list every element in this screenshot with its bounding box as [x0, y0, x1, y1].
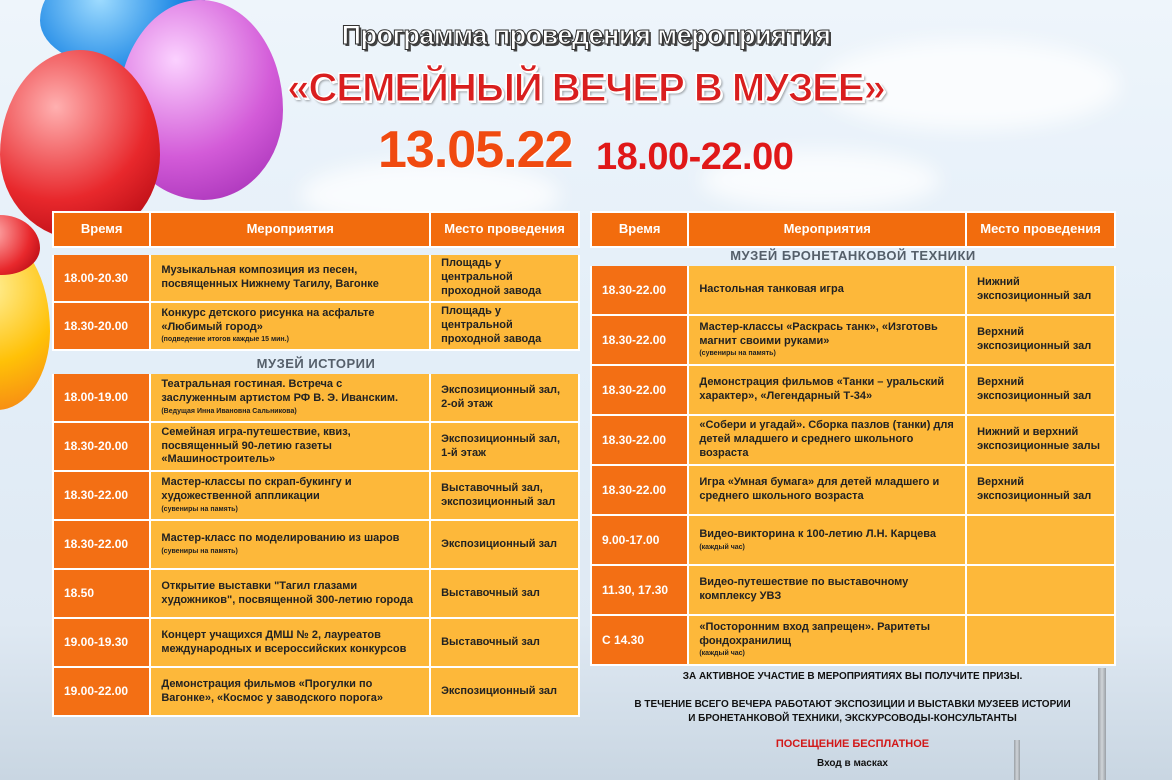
- row-place: Площадь у центральной проходной завода: [431, 255, 578, 301]
- table-header: [52, 211, 580, 248]
- row-event: [689, 516, 967, 564]
- section-museum-history: МУЗЕЙ ИСТОРИИ: [256, 356, 376, 371]
- table-row: [52, 255, 580, 303]
- row-time: 18.50: [54, 570, 151, 617]
- row-time: С 14.30: [592, 616, 689, 664]
- row-place: Верхний экспозиционный зал: [967, 316, 1114, 364]
- row-event-text: Видео-викторина к 100-летию Л.Н. Карцева: [699, 527, 936, 540]
- row-event-text: Видео-путешествие по выставочному комплексу УВЗ: [699, 576, 909, 602]
- row-event-text: Игра «Умная бумага» для детей младшего и среднего школьного возраста: [699, 476, 940, 502]
- table-row: [52, 472, 580, 521]
- row-place: Выставочный зал, экспозиционный зал: [431, 472, 578, 519]
- column-header-time: Время: [54, 213, 151, 246]
- row-time: 18.30-22.00: [592, 266, 689, 314]
- row-place: Экспозиционный зал: [431, 668, 578, 715]
- row-event-text: Мастер-классы «Раскрась танк», «Изготовь магнит своими руками»: [699, 320, 938, 347]
- row-event-note: (каждый час): [699, 650, 745, 658]
- row-time: 11.30, 17.30: [592, 566, 689, 614]
- row-event-text: Мастер-класс по моделированию из шаров: [161, 532, 400, 545]
- info-note-line2: И БРОНЕТАНКОВОЙ ТЕХНИКИ, ЭКСКУРСОВОДЫ-КОНСУЛЬТАНТЫ: [688, 713, 1017, 724]
- row-event-note: (подведение итогов каждые 15 мин.): [161, 336, 289, 344]
- row-time: 18.30-22.00: [54, 521, 151, 568]
- table-row: [52, 570, 580, 619]
- table-row: [590, 266, 1116, 316]
- table-row: [590, 466, 1116, 516]
- row-time: 18.30-20.00: [54, 423, 151, 470]
- column-header-event: Мероприятия: [689, 213, 967, 246]
- row-place: Площадь у центральной проходной завода: [431, 303, 578, 349]
- table-row: [52, 668, 580, 717]
- table-row: [590, 316, 1116, 366]
- row-event-note: (сувениры на память): [161, 505, 238, 513]
- row-place: Выставочный зал: [431, 619, 578, 666]
- row-event-text: Открытие выставки "Тагил глазами художников", посвященной 300-летию города: [161, 579, 413, 606]
- table-row: [52, 374, 580, 423]
- row-event-text: Мастер-классы по скрап-букингу и художественной аппликации: [161, 476, 352, 503]
- row-event: [689, 416, 967, 464]
- row-event-text: Музыкальная композиция из песен, посвященных Нижнему Тагилу, Вагонке: [161, 264, 379, 290]
- table-row: [590, 566, 1116, 616]
- row-event: [151, 668, 431, 715]
- table-row: [590, 616, 1116, 666]
- row-time: 18.30-22.00: [54, 472, 151, 519]
- row-time: 18.30-22.00: [592, 466, 689, 514]
- row-event: [151, 619, 431, 666]
- row-time: 18.30-22.00: [592, 366, 689, 414]
- row-time: 18.00-19.00: [54, 374, 151, 421]
- row-event: [689, 366, 967, 414]
- row-event-note: (Ведущая Инна Ивановна Сальникова): [161, 407, 297, 415]
- row-time: 18.30-22.00: [592, 316, 689, 364]
- row-event-text: Конкурс детского рисунка на асфальте «Любимый город»: [161, 306, 375, 333]
- row-place: Экспозиционный зал: [431, 521, 578, 568]
- row-place: Экспозиционный зал, 1-й этаж: [431, 423, 578, 470]
- column-header-place: Место проведения: [431, 213, 578, 246]
- row-event-text: Демонстрация фильмов «Прогулки по Вагонке», «Космос у заводского порога»: [161, 677, 383, 704]
- row-time: 18.30-20.00: [54, 303, 151, 349]
- row-event-text: Концерт учащихся ДМШ № 2, лауреатов международных и всероссийских конкурсов: [161, 628, 407, 655]
- row-event-note: (сувениры на память): [161, 548, 238, 555]
- column-header-time: Время: [592, 213, 689, 246]
- row-event-text: Демонстрация фильмов «Танки – уральский характер», «Легендарный Т-34»: [699, 376, 945, 402]
- row-event: [151, 303, 431, 349]
- row-event: [689, 266, 967, 314]
- row-place: Нижний экспозиционный зал: [967, 266, 1114, 314]
- row-time: 19.00-19.30: [54, 619, 151, 666]
- row-event: [151, 472, 431, 519]
- table-row: [590, 366, 1116, 416]
- free-entry-note: ПОСЕЩЕНИЕ БЕСПЛАТНОЕ: [775, 738, 930, 750]
- row-event: [151, 374, 431, 421]
- row-event-text: Настольная танковая игра: [699, 283, 844, 296]
- row-place: Верхний экспозиционный зал: [967, 466, 1114, 514]
- masks-note: Вход в масках: [817, 758, 888, 769]
- table-row: [52, 619, 580, 668]
- row-place: Нижний и верхний экспозиционные залы: [967, 416, 1114, 464]
- event-date: 13.05.22: [378, 121, 573, 179]
- row-place: [967, 516, 1114, 564]
- row-event-text: Семейная игра-путешествие, квиз, посвященный 90-летию газеты «Машиностроитель»: [161, 425, 351, 466]
- table-row: [590, 416, 1116, 466]
- row-place: Экспозиционный зал, 2-ой этаж: [431, 374, 578, 421]
- program-title: Программа проведения мероприятия: [341, 20, 831, 50]
- event-title: «СЕМЕЙНЫЙ ВЕЧЕР В МУЗЕЕ»: [287, 66, 885, 110]
- row-event-text: «Собери и угадай». Сборка пазлов (танки) для детей младшего и среднего школьного возраста: [699, 419, 954, 459]
- row-time: 19.00-22.00: [54, 668, 151, 715]
- row-place: [967, 566, 1114, 614]
- row-place: [967, 616, 1114, 664]
- prizes-note: ЗА АКТИВНОЕ УЧАСТИЕ В МЕРОПРИЯТИЯХ ВЫ ПОЛУЧИТЕ ПРИЗЫ.: [682, 671, 1023, 682]
- row-time: 9.00-17.00: [592, 516, 689, 564]
- table-row: [52, 303, 580, 351]
- row-event: [689, 316, 967, 364]
- row-event: [151, 255, 431, 301]
- row-place: Верхний экспозиционный зал: [967, 366, 1114, 414]
- row-event: [151, 423, 431, 470]
- table-row: [52, 423, 580, 472]
- row-event: [689, 616, 967, 664]
- table-row: [590, 516, 1116, 566]
- row-event-text: «Посторонним вход запрещен». Раритеты фондохранилищ: [699, 620, 931, 647]
- row-time: 18.30-22.00: [592, 416, 689, 464]
- section-tank-museum: МУЗЕЙ БРОНЕТАНКОВОЙ ТЕХНИКИ: [730, 248, 976, 263]
- row-event-note: (сувениры на память): [699, 350, 776, 358]
- column-header-place: Место проведения: [967, 213, 1114, 246]
- row-event: [151, 570, 431, 617]
- event-time: 18.00-22.00: [596, 136, 794, 178]
- row-event: [689, 566, 967, 614]
- row-time: 18.00-20.30: [54, 255, 151, 301]
- info-note-line1: В ТЕЧЕНИЕ ВСЕГО ВЕЧЕРА РАБОТАЮТ ЭКСПОЗИЦИИ И ВЫСТАВКИ МУЗЕЕВ ИСТОРИИ: [634, 699, 1071, 710]
- row-place: Выставочный зал: [431, 570, 578, 617]
- table-row: [52, 521, 580, 570]
- row-event-text: Театральная гостиная. Встреча с заслуженным артистом РФ В. Э. Иванским.: [161, 378, 399, 405]
- column-header-event: Мероприятия: [151, 213, 431, 246]
- row-event-note: (каждый час): [699, 543, 745, 551]
- row-event: [151, 521, 431, 568]
- row-event: [689, 466, 967, 514]
- table-header: [590, 211, 1116, 248]
